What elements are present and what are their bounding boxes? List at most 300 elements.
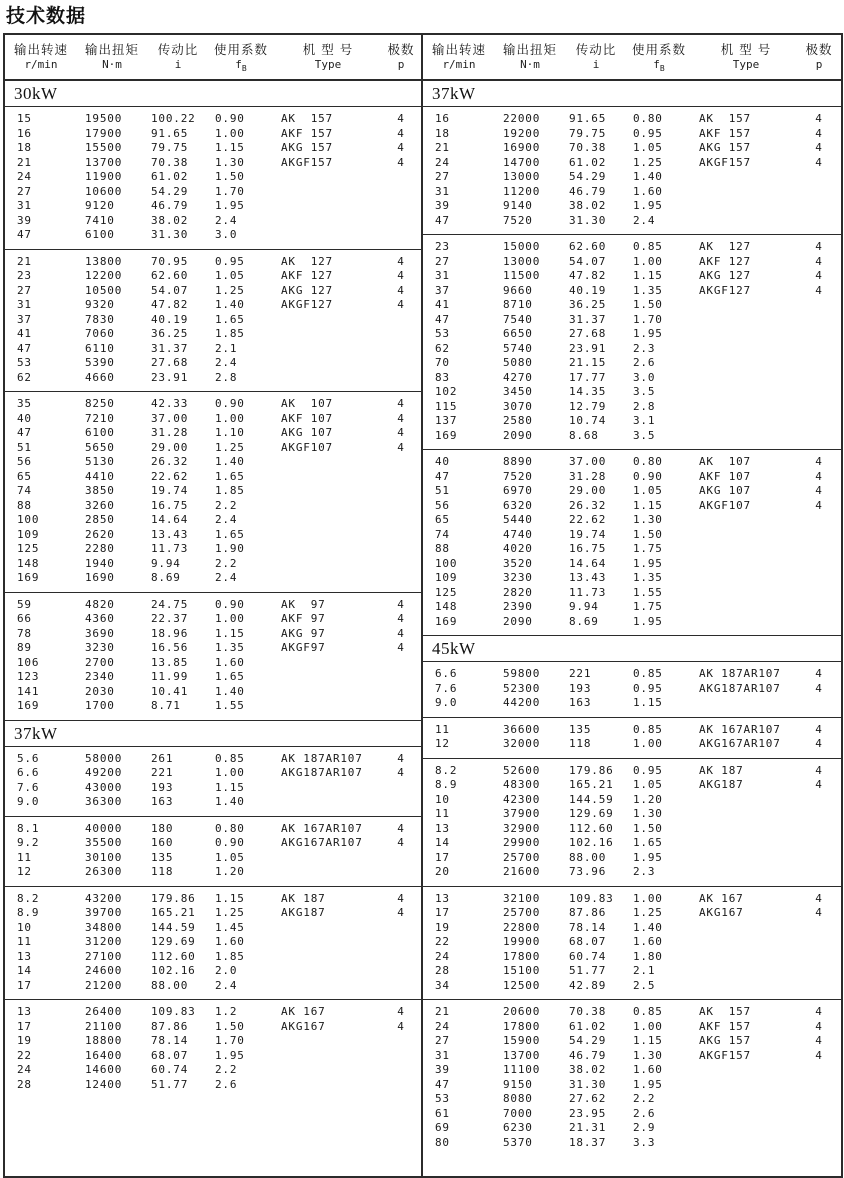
poles-cell: 4	[815, 126, 823, 140]
ratio-cell: 70.38	[569, 1005, 607, 1019]
ratio-cell: 40.19	[151, 312, 189, 326]
output-torque-cell: 32900	[503, 821, 541, 835]
poles-cell	[383, 342, 419, 357]
service-factor-cell: 1.65	[215, 670, 245, 684]
table-row	[423, 921, 841, 936]
output-torque-cell: 21100	[85, 1019, 123, 1033]
ratio-cell: 23.91	[151, 370, 189, 384]
poles-cell: 4	[815, 1005, 823, 1019]
model-type-cell	[691, 600, 801, 615]
model-type-cell: AKF 157	[281, 126, 333, 140]
table-row	[423, 141, 841, 156]
model-type-cell	[691, 185, 801, 200]
model-type-cell	[691, 586, 801, 601]
model-type-cell	[691, 1121, 801, 1136]
poles-cell	[383, 979, 419, 994]
service-factor-cell: 2.3	[633, 865, 656, 879]
service-factor-cell: 1.00	[215, 126, 245, 140]
poles-cell	[383, 781, 419, 796]
service-factor-cell: 1.40	[215, 455, 245, 469]
model-type-cell	[273, 313, 383, 328]
poles-cell	[383, 685, 419, 700]
ratio-cell: 27.62	[569, 1092, 607, 1106]
output-torque-cell: 8890	[503, 455, 533, 469]
table-row	[5, 699, 421, 714]
output-torque-cell: 6100	[85, 228, 115, 242]
output-torque-cell: 36600	[503, 722, 541, 736]
service-factor-cell: 1.05	[633, 141, 663, 155]
model-type-cell	[691, 327, 801, 342]
model-type-cell	[691, 385, 801, 400]
ratio-cell: 21.15	[569, 356, 607, 370]
poles-cell	[383, 935, 419, 950]
table-row	[423, 1092, 841, 1107]
model-type-cell: AK 167	[281, 1005, 326, 1019]
service-factor-cell: 1.00	[633, 737, 663, 751]
table-row	[423, 615, 841, 630]
output-torque-cell: 4360	[85, 612, 115, 626]
output-speed-cell: 123	[17, 670, 40, 684]
ratio-cell: 163	[569, 696, 592, 710]
model-type-cell: AKG187	[281, 906, 326, 920]
ratio-cell: 11.73	[569, 585, 607, 599]
poles-cell: 4	[815, 722, 823, 736]
poles-cell	[383, 571, 419, 586]
ratio-cell: 193	[151, 780, 174, 794]
table-row	[423, 793, 841, 808]
service-factor-cell: 1.65	[633, 836, 663, 850]
service-factor-cell: 2.4	[215, 978, 238, 992]
service-factor-cell: 1.25	[215, 440, 245, 454]
power-section	[5, 721, 421, 1099]
model-type-cell	[273, 685, 383, 700]
service-factor-cell: 1.55	[633, 585, 663, 599]
output-torque-cell: 27100	[85, 949, 123, 963]
output-speed-cell: 14	[17, 964, 32, 978]
poles-cell	[801, 921, 837, 936]
poles-cell	[383, 950, 419, 965]
model-type-cell	[691, 615, 801, 630]
table-row	[423, 836, 841, 851]
service-factor-cell: 1.00	[633, 1019, 663, 1033]
ratio-cell: 51.77	[151, 1077, 189, 1091]
service-factor-cell: 2.4	[215, 213, 238, 227]
output-speed-cell: 41	[17, 327, 32, 341]
poles-cell	[801, 950, 837, 965]
service-factor-cell: 1.35	[215, 641, 245, 655]
output-speed-cell: 24	[435, 155, 450, 169]
ratio-cell: 38.02	[151, 213, 189, 227]
output-speed-cell: 8.9	[435, 778, 458, 792]
model-type-cell: AKGF157	[699, 1048, 751, 1062]
data-block	[423, 107, 841, 235]
service-factor-cell: 2.4	[215, 356, 238, 370]
output-speed-cell: 13	[17, 1005, 32, 1019]
ratio-cell: 70.38	[151, 155, 189, 169]
poles-cell: 4	[397, 1005, 405, 1019]
output-speed-cell: 62	[17, 370, 32, 384]
output-speed-cell: 24	[435, 1019, 450, 1033]
model-type-cell: AKG187AR107	[281, 766, 363, 780]
output-torque-cell: 21600	[503, 865, 541, 879]
ratio-cell: 179.86	[569, 763, 614, 777]
section-title: 37kW	[423, 81, 841, 107]
table-row	[423, 1136, 841, 1151]
ratio-cell: 60.74	[151, 1063, 189, 1077]
output-torque-cell: 19900	[503, 935, 541, 949]
table-row	[5, 851, 421, 866]
ratio-cell: 10.74	[569, 414, 607, 428]
service-factor-cell: 0.85	[633, 1005, 663, 1019]
service-factor-cell: 2.4	[633, 213, 656, 227]
output-torque-cell: 2390	[503, 600, 533, 614]
output-speed-cell: 31	[435, 1048, 450, 1062]
table-row	[423, 385, 841, 400]
model-type-cell: AKF 157	[699, 1019, 751, 1033]
poles-cell: 4	[815, 778, 823, 792]
poles-cell	[801, 170, 837, 185]
table-row	[423, 1078, 841, 1093]
table-row	[423, 892, 841, 907]
output-torque-cell: 17800	[503, 1019, 541, 1033]
service-factor-cell: 2.6	[633, 1106, 656, 1120]
data-block	[423, 759, 841, 887]
table-row	[423, 1034, 841, 1049]
header-unit: Type	[732, 58, 760, 71]
poles-cell	[801, 793, 837, 808]
header-label: 传动比	[157, 42, 199, 57]
model-type-cell: AKF 157	[699, 126, 751, 140]
output-torque-cell: 26400	[85, 1005, 123, 1019]
model-type-cell: AKG187	[699, 778, 744, 792]
table-row	[5, 1049, 421, 1064]
output-speed-cell: 47	[435, 312, 450, 326]
ratio-cell: 12.79	[569, 399, 607, 413]
output-speed-cell: 80	[435, 1135, 450, 1149]
output-torque-cell: 29900	[503, 836, 541, 850]
output-torque-cell: 5370	[503, 1135, 533, 1149]
header-unit: $f_B$	[235, 58, 247, 74]
ratio-cell: 54.29	[151, 184, 189, 198]
output-torque-cell: 3230	[85, 641, 115, 655]
poles-cell: 4	[815, 155, 823, 169]
model-type-cell	[691, 1107, 801, 1122]
service-factor-cell: 0.95	[633, 126, 663, 140]
output-speed-cell: 39	[17, 213, 32, 227]
output-torque-cell: 44200	[503, 696, 541, 710]
ratio-cell: 24.75	[151, 597, 189, 611]
model-type-cell	[691, 1136, 801, 1151]
output-torque-cell: 6320	[503, 498, 533, 512]
service-factor-cell: 0.85	[215, 751, 245, 765]
poles-cell	[801, 199, 837, 214]
table-row	[5, 255, 421, 270]
service-factor-cell: 1.35	[633, 283, 663, 297]
poles-cell: 4	[397, 440, 405, 454]
table-row	[5, 656, 421, 671]
table-row	[423, 682, 841, 697]
output-speed-cell: 106	[17, 655, 40, 669]
output-torque-cell: 8080	[503, 1092, 533, 1106]
service-factor-cell: 1.15	[215, 780, 245, 794]
table-column-1	[5, 35, 423, 1176]
model-type-cell: AK 187AR107	[281, 751, 363, 765]
model-type-cell	[273, 571, 383, 586]
output-torque-cell: 10600	[85, 184, 123, 198]
table-row	[5, 528, 421, 543]
table-row	[5, 170, 421, 185]
model-type-cell	[691, 1078, 801, 1093]
ratio-cell: 129.69	[151, 935, 196, 949]
service-factor-cell: 1.15	[633, 1034, 663, 1048]
table-row	[5, 752, 421, 767]
table-row	[5, 327, 421, 342]
table-row	[423, 470, 841, 485]
service-factor-cell: 1.95	[633, 556, 663, 570]
output-speed-cell: 13	[435, 891, 450, 905]
service-factor-cell: 2.3	[633, 341, 656, 355]
table-row	[5, 641, 421, 656]
service-factor-cell: 1.10	[215, 426, 245, 440]
table-row	[5, 557, 421, 572]
service-factor-cell: 2.6	[215, 1077, 238, 1091]
model-type-cell: AK 157	[281, 112, 333, 126]
table-column-2	[423, 35, 841, 1176]
output-torque-cell: 3850	[85, 484, 115, 498]
model-type-cell	[691, 696, 801, 711]
ratio-cell: 16.75	[569, 542, 607, 556]
service-factor-cell: 1.65	[215, 312, 245, 326]
output-torque-cell: 58000	[85, 751, 123, 765]
output-torque-cell: 3450	[503, 385, 533, 399]
poles-cell: 4	[397, 906, 405, 920]
output-torque-cell: 2030	[85, 684, 115, 698]
model-type-cell	[273, 455, 383, 470]
output-speed-cell: 148	[17, 556, 40, 570]
poles-cell	[383, 851, 419, 866]
table-row	[423, 1063, 841, 1078]
model-type-cell: AK 187AR107	[699, 667, 781, 681]
poles-cell: 4	[815, 254, 823, 268]
table-row	[423, 600, 841, 615]
ratio-cell: 165.21	[569, 778, 614, 792]
poles-cell: 4	[815, 763, 823, 777]
model-type-cell	[691, 571, 801, 586]
ratio-cell: 144.59	[569, 792, 614, 806]
output-torque-cell: 5740	[503, 341, 533, 355]
poles-cell	[383, 1078, 419, 1093]
poles-cell	[801, 429, 837, 444]
output-torque-cell: 17800	[503, 949, 541, 963]
table-row	[5, 214, 421, 229]
ratio-cell: 160	[151, 836, 174, 850]
table-row	[5, 397, 421, 412]
poles-cell	[383, 964, 419, 979]
poles-cell	[383, 557, 419, 572]
service-factor-cell: 1.95	[633, 1077, 663, 1091]
table-row	[5, 795, 421, 810]
service-factor-cell: 2.2	[215, 556, 238, 570]
poles-cell	[383, 1063, 419, 1078]
service-factor-cell: 1.60	[215, 935, 245, 949]
table-row	[423, 586, 841, 601]
output-speed-cell: 169	[435, 428, 458, 442]
ratio-cell: 163	[151, 795, 174, 809]
output-speed-cell: 12	[435, 737, 450, 751]
ratio-cell: 78.14	[151, 1034, 189, 1048]
model-type-cell	[691, 935, 801, 950]
table-row	[423, 240, 841, 255]
model-type-cell	[273, 185, 383, 200]
table-row	[5, 781, 421, 796]
service-factor-cell: 2.4	[215, 571, 238, 585]
service-factor-cell: 1.95	[633, 327, 663, 341]
output-speed-cell: 17	[17, 978, 32, 992]
model-type-cell	[691, 199, 801, 214]
output-speed-cell: 115	[435, 399, 458, 413]
output-speed-cell: 62	[435, 341, 450, 355]
ratio-cell: 42.33	[151, 397, 189, 411]
output-speed-cell: 65	[435, 513, 450, 527]
poles-cell: 4	[815, 283, 823, 297]
output-speed-cell: 22	[17, 1048, 32, 1062]
header-label: 输出扭矩	[84, 42, 139, 57]
output-speed-cell: 31	[17, 298, 32, 312]
ratio-cell: 179.86	[151, 891, 196, 905]
service-factor-cell: 1.25	[633, 906, 663, 920]
ratio-cell: 40.19	[569, 283, 607, 297]
service-factor-cell: 1.85	[215, 949, 245, 963]
service-factor-cell: 2.9	[633, 1121, 656, 1135]
poles-cell	[801, 571, 837, 586]
model-type-cell	[273, 795, 383, 810]
output-torque-cell: 14700	[503, 155, 541, 169]
output-speed-cell: 74	[17, 484, 32, 498]
poles-cell	[383, 455, 419, 470]
output-speed-cell: 18	[435, 126, 450, 140]
poles-cell	[801, 822, 837, 837]
model-type-cell: AK 157	[699, 1005, 751, 1019]
table-row	[423, 807, 841, 822]
header-unit-row	[5, 58, 421, 76]
output-speed-cell: 53	[435, 327, 450, 341]
output-speed-cell: 8.2	[17, 891, 40, 905]
table-row	[423, 356, 841, 371]
ratio-cell: 61.02	[569, 1019, 607, 1033]
output-speed-cell: 40	[17, 411, 32, 425]
service-factor-cell: 1.95	[633, 614, 663, 628]
table-row	[5, 499, 421, 514]
ratio-cell: 37.00	[151, 411, 189, 425]
output-torque-cell: 43000	[85, 780, 123, 794]
service-factor-cell: 2.4	[215, 513, 238, 527]
output-speed-cell: 39	[435, 199, 450, 213]
output-speed-cell: 78	[17, 626, 32, 640]
header-unit: p	[815, 58, 823, 71]
ratio-cell: 31.28	[569, 469, 607, 483]
ratio-cell: 8.69	[569, 614, 599, 628]
model-type-cell	[273, 557, 383, 572]
ratio-cell: 91.65	[151, 126, 189, 140]
model-type-cell	[691, 979, 801, 994]
poles-cell	[383, 470, 419, 485]
output-speed-cell: 21	[17, 254, 32, 268]
output-torque-cell: 19200	[503, 126, 541, 140]
ratio-cell: 79.75	[569, 126, 607, 140]
section-title: 45kW	[423, 636, 841, 662]
model-type-cell	[273, 1078, 383, 1093]
output-speed-cell: 11	[435, 807, 450, 821]
service-factor-cell: 2.8	[633, 399, 656, 413]
poles-cell	[383, 865, 419, 880]
data-block	[423, 450, 841, 636]
output-speed-cell: 35	[17, 397, 32, 411]
table-row	[5, 342, 421, 357]
table-row	[423, 1020, 841, 1035]
poles-cell: 4	[815, 667, 823, 681]
ratio-cell: 54.07	[569, 254, 607, 268]
model-type-cell: AK 107	[699, 455, 751, 469]
ratio-cell: 22.37	[151, 612, 189, 626]
ratio-cell: 31.30	[569, 1077, 607, 1091]
model-type-cell	[273, 1034, 383, 1049]
output-speed-cell: 11	[17, 850, 32, 864]
ratio-cell: 129.69	[569, 807, 614, 821]
poles-cell	[801, 836, 837, 851]
output-torque-cell: 2340	[85, 670, 115, 684]
model-type-cell: AKG 107	[699, 484, 751, 498]
poles-cell: 4	[397, 641, 405, 655]
table-row	[5, 455, 421, 470]
model-type-cell: AKF 127	[281, 269, 333, 283]
ratio-cell: 26.32	[569, 498, 607, 512]
ratio-cell: 26.32	[151, 455, 189, 469]
power-section	[423, 81, 841, 636]
ratio-cell: 221	[151, 766, 174, 780]
output-torque-cell: 12400	[85, 1077, 123, 1091]
ratio-cell: 47.82	[151, 298, 189, 312]
ratio-cell: 70.95	[151, 254, 189, 268]
output-torque-cell: 10500	[85, 283, 123, 297]
model-type-cell	[691, 371, 801, 386]
service-factor-cell: 1.00	[633, 891, 663, 905]
poles-cell	[383, 499, 419, 514]
service-factor-cell: 2.6	[633, 356, 656, 370]
model-type-cell: AKG167AR107	[699, 737, 781, 751]
ratio-cell: 109.83	[151, 1005, 196, 1019]
header-unit: N·m	[520, 58, 540, 71]
model-type-cell	[273, 499, 383, 514]
service-factor-cell: 0.85	[633, 722, 663, 736]
output-torque-cell: 5440	[503, 513, 533, 527]
poles-cell	[801, 964, 837, 979]
output-speed-cell: 88	[17, 498, 32, 512]
poles-cell	[383, 921, 419, 936]
table-row	[5, 1005, 421, 1020]
output-torque-cell: 17900	[85, 126, 123, 140]
service-factor-cell: 1.70	[215, 184, 245, 198]
output-speed-cell: 31	[435, 269, 450, 283]
poles-cell	[383, 1034, 419, 1049]
poles-cell	[801, 528, 837, 543]
service-factor-cell: 2.1	[633, 964, 656, 978]
data-block	[5, 887, 421, 1001]
poles-cell	[801, 1078, 837, 1093]
model-type-cell	[691, 557, 801, 572]
table-row	[423, 255, 841, 270]
output-speed-cell: 39	[435, 1063, 450, 1077]
service-factor-cell: 1.40	[633, 920, 663, 934]
